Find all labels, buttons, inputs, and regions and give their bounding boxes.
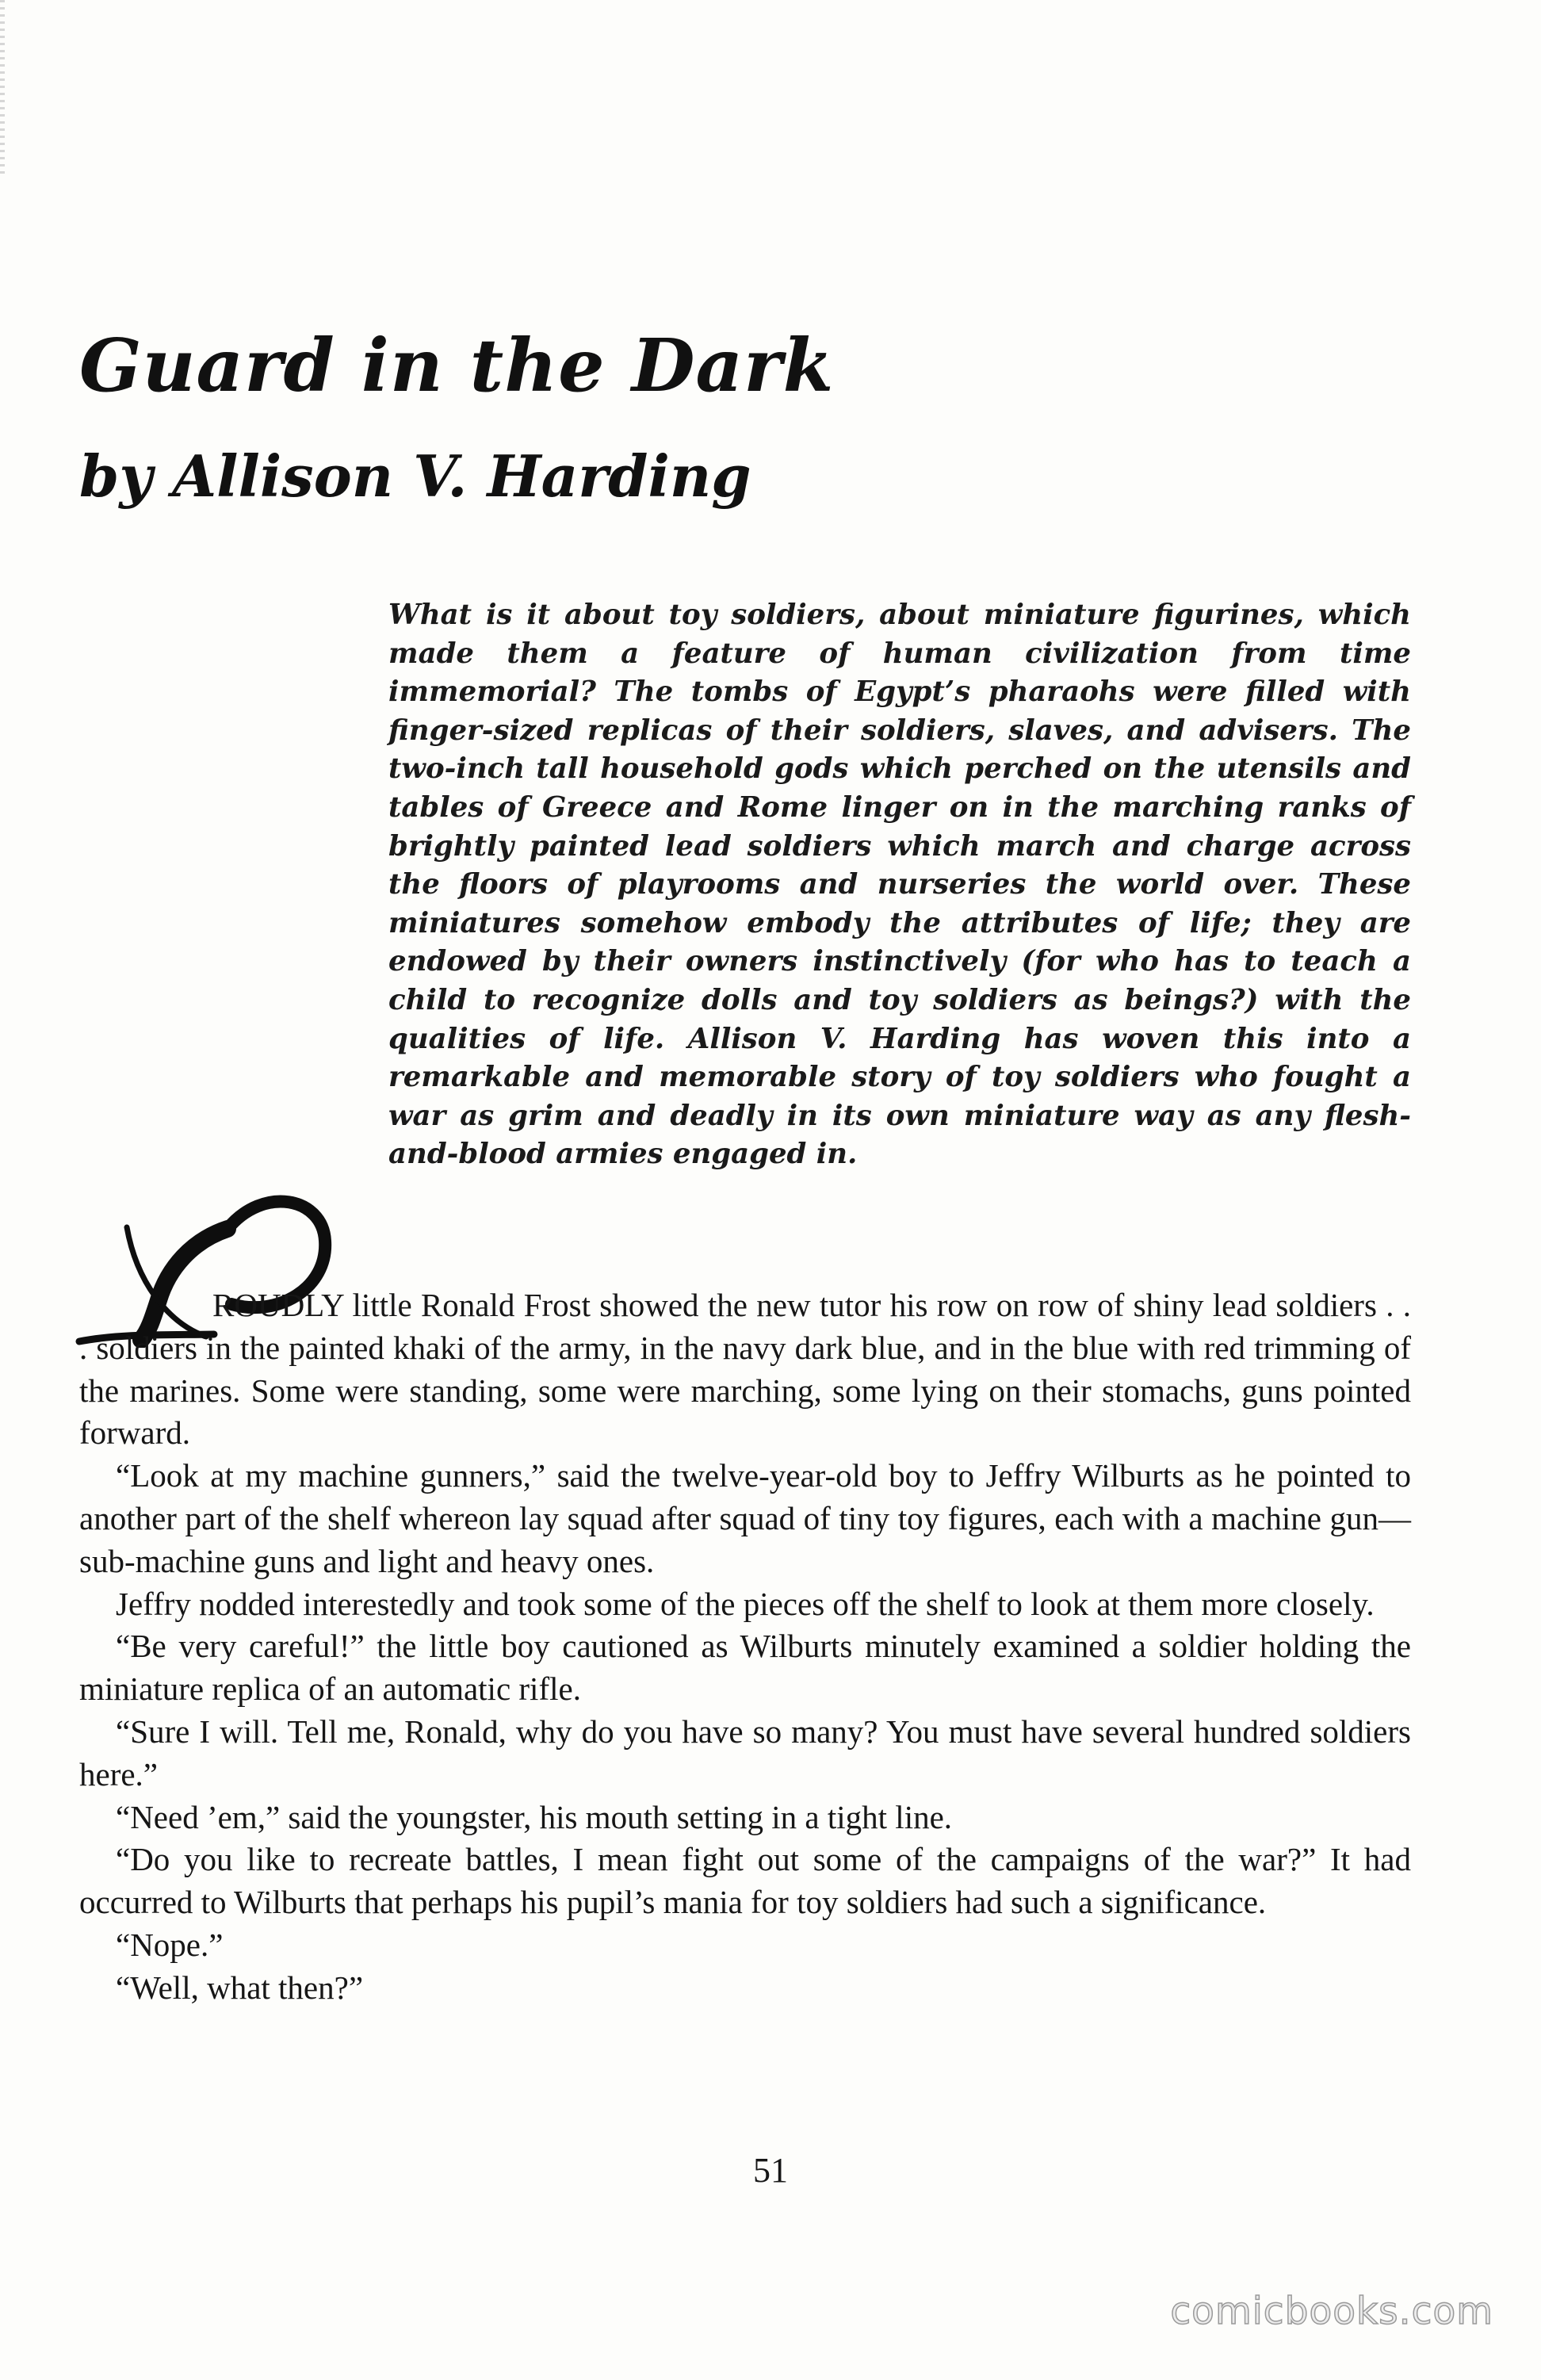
paragraph-5: “Sure I will. Tell me, Ronald, why do you have so many? You must have several hundred soldiers here.”	[79, 1712, 1411, 1793]
intro-paragraph: What is it about toy soldiers, about miniature figurines, which made them a feature of human civilization from time immemorial? The tombs of Egypt’s pharaohs were filled with finger-sized replicas of their soldiers, slaves, and advisers. The two-inch tall household gods which perched on the utensils and tables of Greece and Rome linger on in the marching ranks of brightly painted lead soldiers which march and charge across the floors of playrooms and nurseries the world over. These miniatures somehow embody the attributes of life; they are endowed by their owners instinctively (for who has to teach a child to recognize dolls and toy soldiers as beings?) with the qualities of life. Allison V. Harding has woven this into a remarkable and memorable story of toy soldiers who fought a war as grim and deadly in its own miniature way as any flesh-and-blood armies engaged in.	[388, 599, 1411, 1171]
paragraph-2: “Look at my machine gunners,” said the twelve-year-old boy to Jeffry Wilburts as he pointed to another part of the shelf whereon lay squad after squad of tiny toy figures, each with a machine gun—sub-machine guns and light and heavy ones.	[79, 1457, 1411, 1579]
story-body	[79, 1284, 1411, 2010]
story-byline: by Allison V. Harding	[79, 442, 751, 510]
paragraph-1: ROUDLY little Ronald Frost showed the new tutor his row on row of shiny lead soldiers . . . soldiers in the painted khaki of the army, in the navy dark blue, and in the blue with red trimming of the marines. Some were standing, some were marching, some lying on their stomachs, guns pointed forward.	[79, 1287, 1411, 1452]
story-title: Guard in the Dark	[79, 323, 835, 408]
paragraph-8: “Nope.”	[116, 1926, 224, 1963]
paragraph-4: “Be very careful!” the little boy cautioned as Wilburts minutely examined a soldier holding the miniature replica of an automatic rifle.	[79, 1628, 1411, 1708]
watermark-logo: comicbooks.com	[1170, 2290, 1493, 2333]
scan-edge	[0, 0, 5, 174]
paragraph-3: Jeffry nodded interestedly and took some of the pieces off the shelf to look at them more closely.	[116, 1585, 1375, 1622]
page-number: 51	[753, 2151, 788, 2190]
paragraph-6: “Need ’em,” said the youngster, his mouth setting in a tight line.	[116, 1798, 953, 1835]
paragraph-9: “Well, what then?”	[116, 1969, 364, 2006]
paragraph-7: “Do you like to recreate battles, I mean fight out some of the campaigns of the war?” It had occurred to Wilburts that perhaps his pupil’s mania for toy soldiers had such a significance.	[79, 1841, 1411, 1921]
